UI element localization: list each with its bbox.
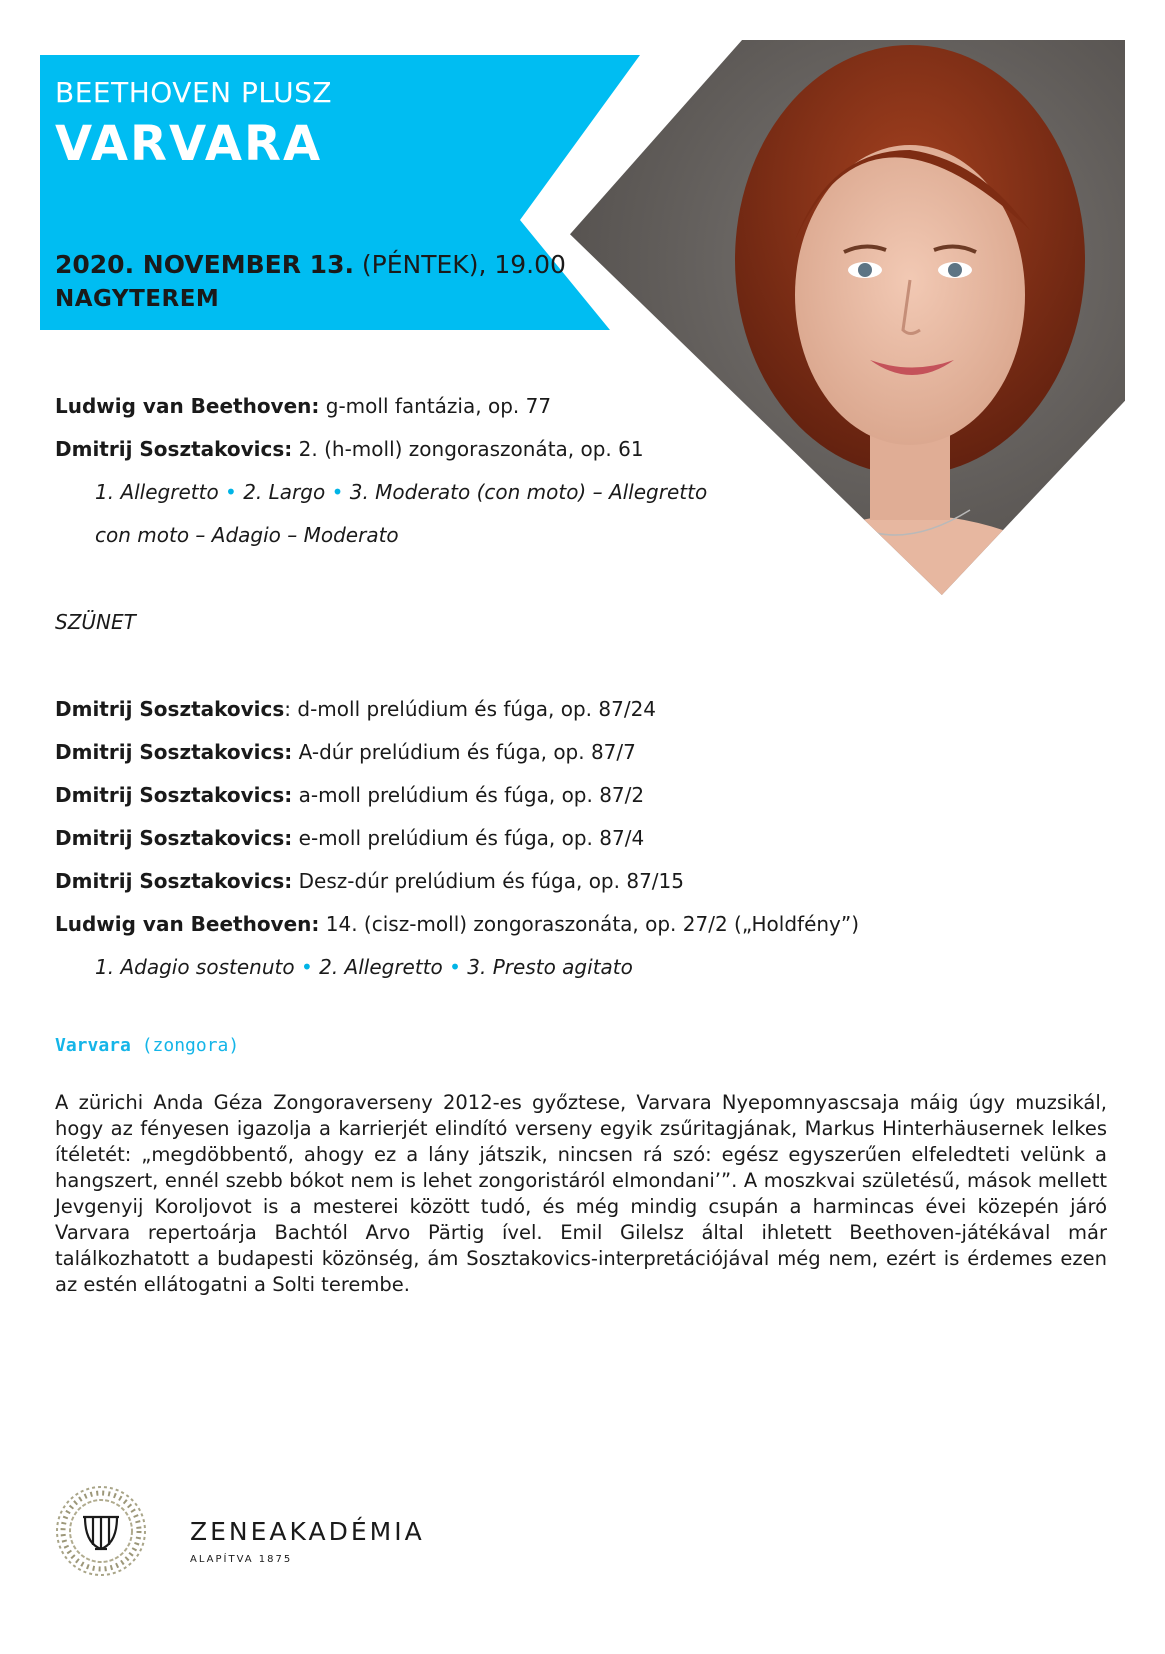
program-item [55,428,815,471]
movements [55,946,815,989]
program-item [55,817,815,860]
composer: Dmitrij Sosztakovics: [55,740,293,764]
composer: Dmitrij Sosztakovics: [55,783,293,807]
concert-date: 2020. NOVEMBER 13. [55,250,354,279]
composer: Dmitrij Sosztakovics: [55,437,293,461]
program-item [55,385,815,428]
composer: Dmitrij Sosztakovics [55,697,285,721]
work: : d-moll prelúdium és fúga, op. 87/24 [284,697,657,721]
program-item [55,731,815,774]
movement: 3. Moderato (con moto) – Allegretto con moto – Adagio – Moderato [95,480,708,547]
movement: 3. Presto agitato [467,955,633,979]
performer-name: Varvara [55,1035,131,1056]
brand-name: ZENEAKADÉMIA [190,1517,425,1546]
series-title: BEETHOVEN PLUSZ [55,76,333,109]
program-item [55,774,815,817]
composer: Ludwig van Beethoven: [55,912,320,936]
bullet-dot-icon: • [300,955,313,979]
movement: 1. Allegretto [95,480,219,504]
date-time [55,250,566,279]
composer: Dmitrij Sosztakovics: [55,826,293,850]
performer-credit [55,1035,239,1056]
work: g-moll fantázia, op. 77 [319,394,552,418]
program-item [55,860,815,903]
bullet-dot-icon: • [225,480,237,504]
concert-title: VARVARA [55,116,323,172]
composer: Dmitrij Sosztakovics: [55,869,293,893]
program-item [55,688,815,731]
brand-subtitle: ALAPÍTVA 1875 [190,1554,293,1565]
work: 2. (h-moll) zongoraszonáta, op. 61 [292,437,644,461]
work: A-dúr prelúdium és fúga, op. 87/7 [292,740,636,764]
movement: 2. Allegretto [319,955,443,979]
movement: 1. Adagio sostenuto [95,955,295,979]
work: a-moll prelúdium és fúga, op. 87/2 [292,783,645,807]
lyre-wreath-icon [55,1485,147,1577]
program-item [55,903,860,946]
program [55,385,860,989]
work: Desz-dúr prelúdium és fúga, op. 87/15 [292,869,684,893]
bullet-dot-icon: • [449,955,461,979]
work: e-moll prelúdium és fúga, op. 87/4 [292,826,645,850]
performer-bio: A zürichi Anda Géza Zongoraverseny 2012-es győztese, Varvara Nyepomnyascsaja máig úgy muzsikál, hogy az fényesen igazolja a karrierjét elindító verseny egyik zsűritagjának, Markus Hinterhäusernek lelkes ítéletét: „megdöbbentő, ahogy ez a lány játszik, nincsen rá szó: egész egyszerűen elfeledteti velünk a hangszert, ennél szebb bókot nem is lehet zongoristáról elmondani’”. A moszkvai születésű, mások mellett Jevgenyij Koroljovot is a mesterei között tudó, és még mindig csupán a harmincas évei közepén járó Varvara repertoárja Bachtól Arvo Pärtig ível. Emil Gilelsz által ihletett Beethoven-játékával már találkozhatott a budapesti közönség, ám Sosztakovics-interpretációjával még nem, ezért is érdemes ezen az estén ellátogatni a Solti terembe. [55,1091,1107,1296]
work: 14. (cisz-moll) zongoraszonáta, op. 27/2 („Holdfény”) [319,912,860,936]
movements [55,471,735,557]
intermission-label: SZÜNET [55,610,136,634]
venue: NAGYTEREM [55,286,220,312]
concert-day-time: (PÉNTEK), 19.00 [353,250,566,279]
bullet-dot-icon: • [331,480,344,504]
composer: Ludwig van Beethoven: [55,394,320,418]
movement: 2. Largo [243,480,326,504]
performer-instrument: (zongora) [130,1035,240,1056]
